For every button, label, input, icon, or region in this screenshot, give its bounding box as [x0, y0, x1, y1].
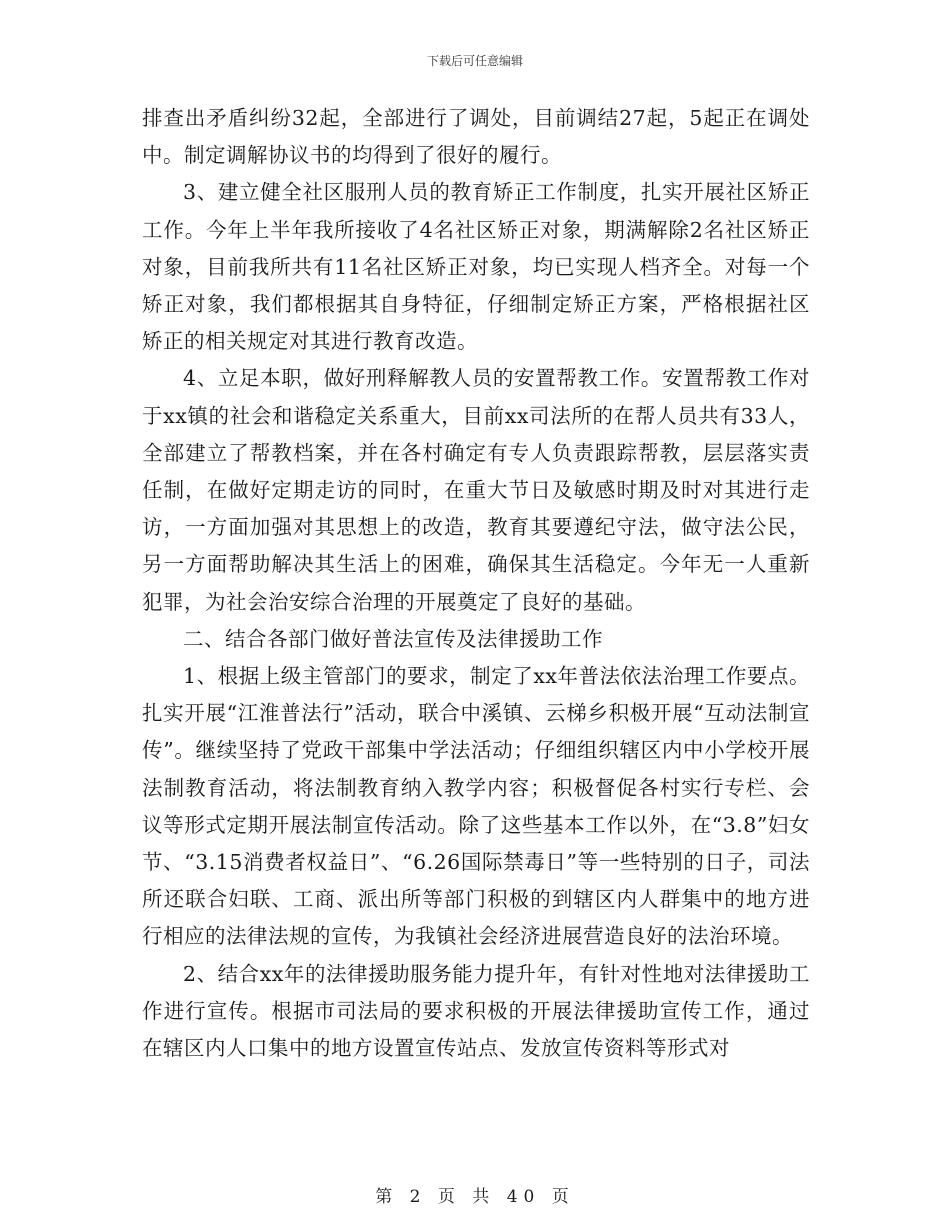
body-paragraph: 3、建立健全社区服刑人员的教育矫正工作制度，扎实开展社区矫正工作。今年上半年我所接收了4名社区矫正对象，期满解除2名社区矫正对象，目前我所共有11名社区矫正对象，均已实现人档齐全。对每一个矫正对象，我们都根据其自身特征，仔细制定矫正方案，严格根据社区矫正的相关规定对其进行教育改造。 — [142, 180, 810, 354]
document-body — [142, 100, 810, 1067]
body-paragraph: 2、结合xx年的法律援助服务能力提升年，有针对性地对法律援助工作进行宣传。根据市司法局的要求积极的开展法律援助宣传工作，通过在辖区内人口集中的地方设置宣传站点、发放宣传资料等形式对 — [142, 961, 810, 1061]
section-heading: 二、结合各部门做好普法宣传及法律援助工作 — [183, 626, 603, 651]
page-header: 下载后可任意编辑 — [426, 54, 523, 68]
page-number-footer: 第 2 页 共 40 页 — [375, 1187, 575, 1207]
body-paragraph: 排查出矛盾纠纷32起，全部进行了调处，目前调结27起，5起正在调处中。制定调解协议书的均得到了很好的履行。 — [142, 106, 810, 168]
body-paragraph: 4、立足本职，做好刑释解教人员的安置帮教工作。安置帮教工作对于xx镇的社会和谐稳定关系重大，目前xx司法所的在帮人员共有33人，全部建立了帮教档案，并在各村确定有专人负责跟踪帮教，层层落实责任制，在做好定期走访的同时，在重大节日及敏感时期及时对其进行走访，一方面加强对其思想上的改造，教育其要遵纪守法，做守法公民，另一方面帮助解决其生活上的困难，确保其生活稳定。今年无一人重新犯罪，为社会治安综合治理的开展奠定了良好的基础。 — [142, 366, 810, 614]
body-paragraph: 1、根据上级主管部门的要求，制定了xx年普法依法治理工作要点。扎实开展“江淮普法行”活动，联合中溪镇、云梯乡积极开展“互动法制宣传”。继续坚持了党政干部集中学法活动；仔细组织辖区内中小学校开展法制教育活动，将法制教育纳入教学内容；积极督促各村实行专栏、会议等形式定期开展法制宣传活动。除了这些基本工作以外，在“3.8”妇女节、“3.15消费者权益日”、“6.26国际禁毒日”等一些特别的日子，司法所还联合妇联、工商、派出所等部门积极的到辖区内人群集中的地方进行相应的法律法规的宣传，为我镇社会经济进展营造良好的法治环境。 — [142, 664, 810, 949]
